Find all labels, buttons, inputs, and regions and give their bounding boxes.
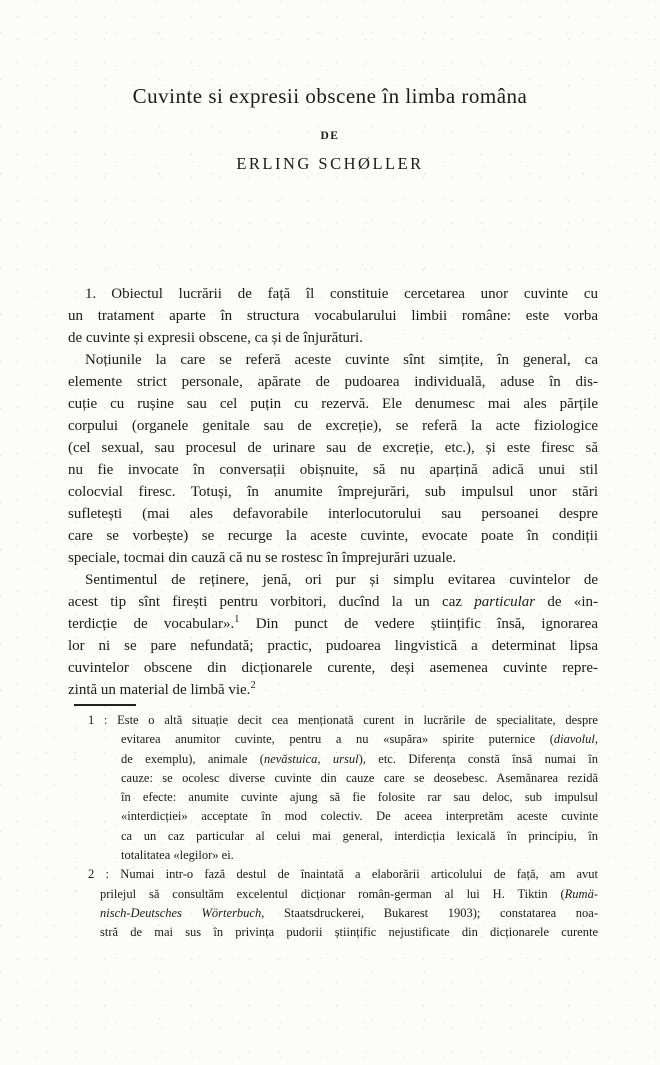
body-paragraph — [68, 283, 598, 349]
byline-prefix: DE — [320, 130, 340, 142]
text-line: cauze: se ocolesc diverse cuvinte din cauze care se deosebesc. Asemănarea rezidă — [121, 770, 598, 785]
text-line: lor ni se pare nefundată; practic, pudoarea lingvistică a determinat lipsa — [68, 638, 598, 654]
footnote — [88, 865, 598, 942]
text-line: acest tip sînt firești pentru vorbitori, ducînd la un caz particular de «in- — [68, 594, 598, 610]
text-line: de exemplu), animale (nevăstuica, ursul), etc. Diferența constă însă numai în — [121, 751, 599, 766]
text-line: terdicție de vocabular».$^1$ Din punct de vedere științific însă, ignorarea — [68, 614, 598, 632]
text-line: care se vorbește) se recurge la aceste cuvinte, evocate poate în condiții — [68, 528, 598, 544]
text-line: (cel sexual, sau procesul de urinare sau de excreție, etc.), și este firesc să — [68, 440, 598, 456]
text-line: de cuvinte și expresii obscene, ca și de înjurături. — [68, 330, 363, 346]
text-line: nisch-Deutsches Wörterbuch, Staatsdruckerei, Bukarest 1903); constatarea noa- — [100, 905, 598, 920]
text-line: 1. Obiectul lucrării de față îl constituie cercetarea unor cuvinte cu — [85, 286, 598, 302]
text-line: Noțiunile la care se referă aceste cuvinte sînt simțite, în general, ca — [85, 352, 598, 368]
text-line: speciale, tocmai din cauză că nu se rostesc în împrejurări uzuale. — [68, 550, 457, 566]
text-line: 2 : Numai intr-o fază destul de înaintată a elaborării articolului de față, am avut — [88, 867, 598, 882]
text-line: stră de mai sus în privința pudorii științific nejustificate din dicționarele curente — [100, 925, 598, 940]
article-title: Cuvinte si expresii obscene în limba româna — [132, 84, 528, 108]
text-line: nu fie invocate în conversații obișnuite, să nu aparțină adică unui stil — [68, 462, 598, 478]
text-line: 1 : Este o altă situație decit cea menționată curent in lucrările de specialitate, despre — [88, 713, 598, 727]
text-line: ca un caz particular al celui mai general, interdicția lexicală în principiu, în — [121, 828, 598, 843]
text-line: cuție cu rușine sau cel puțin cu rezervă. Ele denumesc mai ales părțile — [68, 396, 598, 412]
text-line: în efecte: anumite cuvinte ajung să fie folosite rar sau deloc, sub impulsul — [121, 790, 598, 805]
text-line: elemente strict personale, apărate de pudoarea individuală, aduse în dis- — [68, 374, 598, 390]
text-line: cuvintelor obscene din dicționarele curente, deși asemenea cuvinte repre- — [68, 660, 598, 676]
body-paragraph — [68, 569, 598, 701]
text-line: evitarea anumitor cuvinte, pentru a nu «supăra» spirite puternice (diavolul, — [121, 732, 598, 747]
text-line: sufletești (mai ales defavorabile interlocutorului sau persoanei despre — [68, 506, 598, 522]
text-line: colocvial firesc. Totuși, în anumite împrejurări, sub impulsul unor stări — [68, 484, 598, 500]
body-paragraph — [68, 349, 598, 569]
text-line: corpului (organele genitale sau de excreție), se referă la acte fiziologice — [68, 418, 598, 434]
text-line: totalitatea «legilor» ei. — [121, 848, 234, 863]
footnote — [88, 711, 598, 865]
footnote-separator — [74, 704, 136, 706]
page-body — [68, 283, 598, 943]
text-line: Sentimentul de reținere, jenă, ori pur și simplu evitarea cuvintelor de — [85, 572, 598, 588]
text-line: un tratament aparte în structura vocabularului limbii române: este vorba — [68, 308, 598, 324]
author-name: ERLING SCHØLLER — [236, 154, 424, 173]
text-line: prilejul să consultăm excelentul dicționar român-german al lui H. Tiktin (Rumä- — [100, 886, 598, 901]
text-line: zintă un material de limbă vie.$^2$ — [68, 680, 256, 698]
text-line: «interdicției» acceptate în mod colectiv. De aceea interpretăm aceste cuvinte — [121, 809, 598, 824]
footnote-block — [88, 711, 598, 943]
